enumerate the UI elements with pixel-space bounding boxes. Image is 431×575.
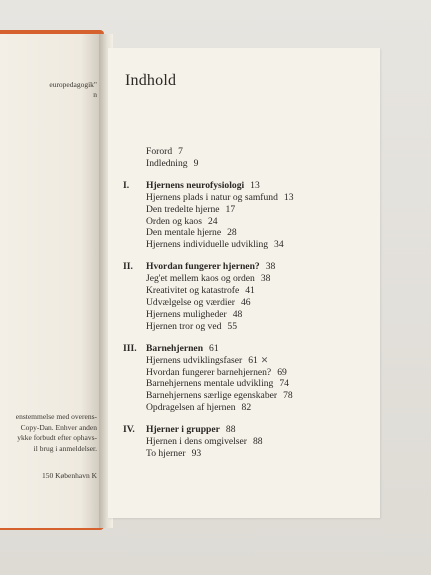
chapter-page: 38 [265, 261, 276, 273]
toc-entry-page: 41 [245, 285, 255, 297]
chapter-sections [123, 273, 378, 333]
left-text-line: enstemmelse med overens- [15, 412, 97, 421]
toc-entry-page: 88 [252, 436, 263, 448]
toc-entry [146, 273, 378, 285]
toc-entry-page: 46 [241, 296, 251, 308]
toc-entry-page: 13 [283, 191, 294, 203]
chapter-sections [123, 192, 378, 252]
chapter-number: III. [123, 342, 137, 354]
toc-entry-title: Barnehjernens mentale udvikling [146, 378, 274, 390]
toc-entry-title: Hjernens individuelle udvikling [146, 239, 269, 251]
toc-entry-page: 7 [178, 146, 183, 157]
chapter-title: Hvordan fungerer hjernen? [146, 261, 260, 273]
toc-entry-title: Hvordan fungerer barnehjernen? [146, 366, 272, 378]
toc-entry [146, 239, 378, 251]
toc-entry [146, 297, 378, 309]
toc-entry [146, 355, 378, 367]
left-page-top-text [0, 80, 97, 100]
toc-entry-title: Indledning [146, 157, 188, 169]
left-text-line: europedagogik" [49, 80, 97, 89]
toc-entry [146, 204, 378, 216]
toc-entry-page: 38 [260, 273, 271, 285]
chapter-heading [123, 424, 378, 436]
toc-entry-page: 61 [248, 354, 258, 366]
table-of-contents [123, 146, 378, 460]
toc-entry [146, 390, 378, 402]
toc-entry-page: 9 [193, 157, 199, 169]
left-address: 150 København K [42, 471, 97, 480]
toc-entry [146, 216, 378, 228]
toc-entry [146, 146, 378, 158]
chapter-title: Hjerner i grupper [146, 424, 220, 436]
toc-entry-title: Den mentale hjerne [146, 227, 222, 239]
toc-entry-title: Hjernens plads i natur og samfund [146, 191, 278, 203]
chapter-sections [123, 355, 378, 415]
toc-entry-title: Opdragelsen af hjernen [146, 402, 236, 414]
left-text-line: n [93, 90, 97, 99]
toc-entry-page: 34 [274, 239, 284, 251]
chapter-sections [123, 436, 378, 460]
toc-entry [146, 227, 378, 239]
toc-entry-title: Orden og kaos [146, 215, 202, 227]
toc-entry-page: 48 [232, 308, 243, 320]
chapter-page: 88 [225, 424, 236, 436]
left-page-bottom-text [0, 412, 97, 482]
toc-entry-title: Jeg'et mellem kaos og orden [146, 273, 255, 285]
chapter-heading [123, 180, 378, 192]
chapter-page: 61 [209, 342, 219, 354]
toc-entry-title: To hjerner [146, 447, 186, 459]
toc-entry-title: Hjernens muligheder [146, 308, 227, 320]
front-matter [123, 146, 378, 170]
toc-entry [146, 158, 378, 170]
toc-entry [146, 436, 378, 448]
toc-entry [146, 378, 378, 390]
chapter-number: IV. [123, 424, 135, 436]
chapter-heading [123, 261, 378, 273]
toc-entry-title: Hjernen i dens omgivelser [146, 436, 247, 448]
toc-entry-title: Hjernens udviklingsfaser [146, 354, 243, 366]
handwritten-mark: ✕ [260, 354, 269, 365]
chapter-heading [123, 343, 378, 355]
left-text-line: Copy-Dan. Enhver anden [20, 422, 97, 432]
toc-entry-page: 55 [227, 320, 237, 332]
left-page [0, 34, 101, 528]
toc-entry-title: Forord [146, 146, 173, 157]
toc-entry [146, 402, 378, 414]
toc-entry-title: Hjernen tror og ved [146, 320, 222, 332]
right-page [108, 48, 380, 518]
toc-entry-page: 78 [283, 390, 293, 402]
toc-entry [146, 321, 378, 333]
left-text-line: ykke forbudt efter ophavs- [17, 433, 97, 442]
toc-entry [146, 367, 378, 379]
toc-entry-title: Kreativitet og katastrofe [146, 285, 240, 297]
page-title: Indhold [125, 72, 177, 89]
toc-entry [146, 285, 378, 297]
toc-entry [146, 448, 378, 460]
toc-entry-page: 24 [207, 215, 218, 227]
toc-entry-page: 93 [191, 447, 202, 459]
toc-entry-page: 17 [225, 203, 236, 215]
toc-entry-title: Barnehjernens særlige egenskaber [146, 390, 278, 402]
toc-entry-page: 28 [227, 227, 237, 239]
toc-entry-title: Udvælgelse og værdier [146, 296, 235, 308]
chapter-title: Hjernens neurofysiologi [146, 179, 245, 191]
chapter-title: Barnehjernen [146, 342, 204, 354]
toc-entry-page: 69 [277, 366, 287, 378]
toc-entry [146, 309, 378, 321]
toc-entry [146, 192, 378, 204]
toc-entry-page: 82 [241, 402, 252, 414]
chapter-number: I. [123, 179, 130, 191]
toc-entry-page: 74 [279, 378, 289, 390]
chapter-number: II. [123, 261, 133, 273]
chapter-page: 13 [250, 179, 260, 191]
left-text-line: il brug i anmeldelser. [33, 443, 97, 453]
toc-entry-title: Den tredelte hjerne [146, 203, 220, 215]
